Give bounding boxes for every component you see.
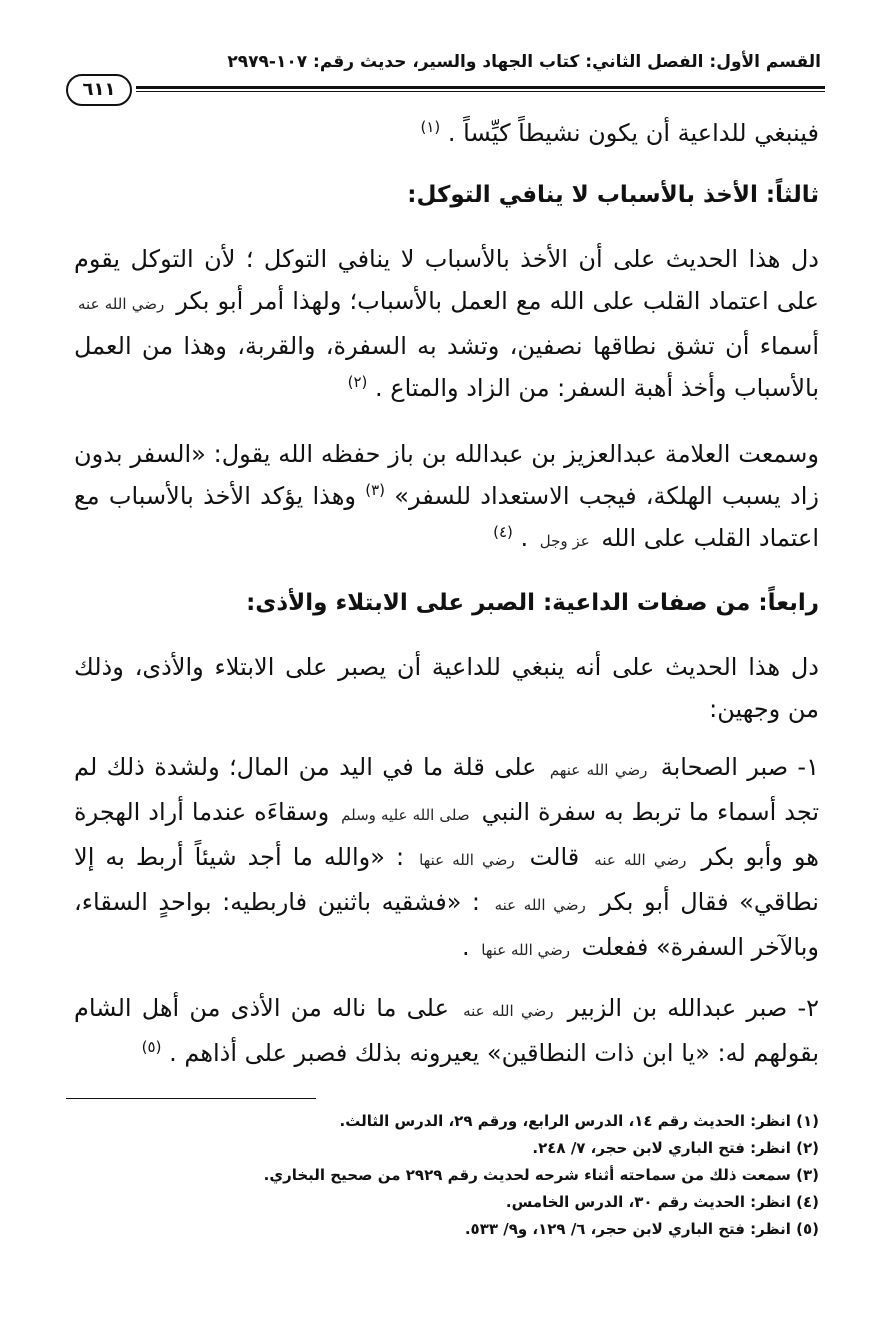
honorific-glyph: رضي الله عنه	[594, 851, 687, 869]
paragraph-3-part-a: وسمعت العلامة عبدالعزيز بن عبدالله بن باز حفظه الله يقول: «السفر بدون زاد يسبب الهلكة، فيجب الاستعداد للسفر»	[74, 440, 820, 510]
footnotes	[74, 1108, 819, 1243]
paragraph-5-part-d: قالت	[529, 843, 580, 871]
paragraph-3-part-c: .	[520, 524, 529, 552]
page-number: ٦١١	[66, 74, 132, 106]
paragraph-2	[74, 238, 819, 409]
paragraph-5-part-c: وسقاءَه عندما أراد الهجرة هو وأبو بكر	[74, 798, 819, 871]
paragraph-3	[74, 433, 819, 562]
honorific-glyph: صلى الله عليه وسلم	[341, 806, 470, 824]
honorific-glyph: رضي الله عنه	[494, 896, 586, 914]
header-rule	[136, 86, 825, 92]
footnote-item: (٤) انظر: الحديث رقم ٣٠، الدرس الخامس.	[505, 1193, 819, 1211]
header-rule-row	[66, 72, 825, 106]
honorific-glyph: رضي الله عنهم	[549, 761, 648, 779]
paragraph-5-part-e: : «والله ما أجد شيئاً أربط به إلا نطاقي» فقال أبو بكر	[74, 843, 819, 916]
honorific-glyph: رضي الله عنها	[481, 941, 571, 959]
footnote-ref-1: (١)	[420, 118, 441, 136]
footnote-separator	[66, 1098, 316, 1099]
footnote-ref-3: (٣)	[365, 481, 386, 499]
honorific-glyph: رضي الله عنها	[419, 851, 515, 869]
paragraph-5-part-f: : «فشقيه باثنين فاربطيه: بواحدٍ السقاء، وبالآخر السفرة» ففعلت	[74, 888, 819, 961]
paragraph-1	[74, 112, 819, 154]
paragraph-3-part-b: وهذا يؤكد الأخذ بالأسباب مع اعتماد القلب على الله	[74, 482, 819, 552]
footnote-item: (٥) انظر: فتح الباري لابن حجر، ٦/ ١٢٩، و٩/ ٥٣٣.	[464, 1220, 819, 1238]
footnote-ref-2: (٢)	[347, 373, 368, 391]
section-heading-third: ثالثاً: الأخذ بالأسباب لا ينافي التوكل:	[407, 182, 819, 208]
footnote-item: (٢) انظر: فتح الباري لابن حجر، ٧/ ٢٤٨.	[532, 1139, 819, 1157]
footnote-item: (٣) سمعت ذلك من سماحته أثناء شرحه لحديث رقم ٢٩٢٩ من صحيح البخاري.	[263, 1166, 819, 1184]
paragraph-2-part-a: دل هذا الحديث على أن الأخذ بالأسباب لا ينافي التوكل ؛ لأن التوكل يقوم على اعتماد القلب على الله مع العمل بالأسباب؛ ولهذا أمر أبو بكر	[74, 245, 819, 315]
footnote-item: (١) انظر: الحديث رقم ١٤، الدرس الرابع، ورقم ٢٩، الدرس الثالث.	[339, 1112, 819, 1130]
paragraph-1-text: فينبغي للداعية أن يكون نشيطاً كيِّساً .	[447, 119, 819, 147]
running-header: القسم الأول: الفصل الثاني: كتاب الجهاد والسير، حديث رقم: ١٠٧-٢٩٧٩	[227, 52, 821, 72]
paragraph-2-part-b: أسماء أن تشق نطاقها نصفين، وتشد به السفرة، والقربة، وهذا من العمل بالأسباب وأخذ أهبة السفر: من الزاد والمتاع .	[74, 332, 819, 402]
honorific-glyph: رضي الله عنه	[78, 295, 165, 313]
paragraph-5-part-a: ١- صبر الصحابة	[660, 753, 819, 781]
section-heading-fourth: رابعاً: من صفات الداعية: الصبر على الابتلاء والأذى:	[246, 590, 819, 616]
paragraph-6-part-b: على ما ناله من الأذى من أهل الشام بقولهم له: «يا ابن ذات النطاقين» يعيرونه بذلك فصبر على أذاهم .	[74, 994, 819, 1067]
footnote-ref-4: (٤)	[493, 523, 513, 541]
paragraph-5-part-g: .	[462, 933, 470, 961]
honorific-glyph: عز وجل	[539, 532, 590, 550]
honorific-glyph: رضي الله عنه	[463, 1002, 554, 1020]
paragraph-5	[74, 746, 819, 971]
paragraph-6	[74, 987, 819, 1074]
footnote-ref-5: (٥)	[141, 1038, 162, 1056]
main-content	[74, 112, 819, 1098]
paragraph-4: دل هذا الحديث على أنه ينبغي للداعية أن يصبر على الابتلاء والأذى، وذلك من وجهين:	[74, 653, 819, 723]
paragraph-5-part-b: على قلة ما في اليد من المال؛ ولشدة ذلك لم تجد أسماء ما تربط به سفرة النبي	[74, 753, 819, 826]
paragraph-6-part-a: ٢- صبر عبدالله بن الزبير	[567, 994, 819, 1022]
